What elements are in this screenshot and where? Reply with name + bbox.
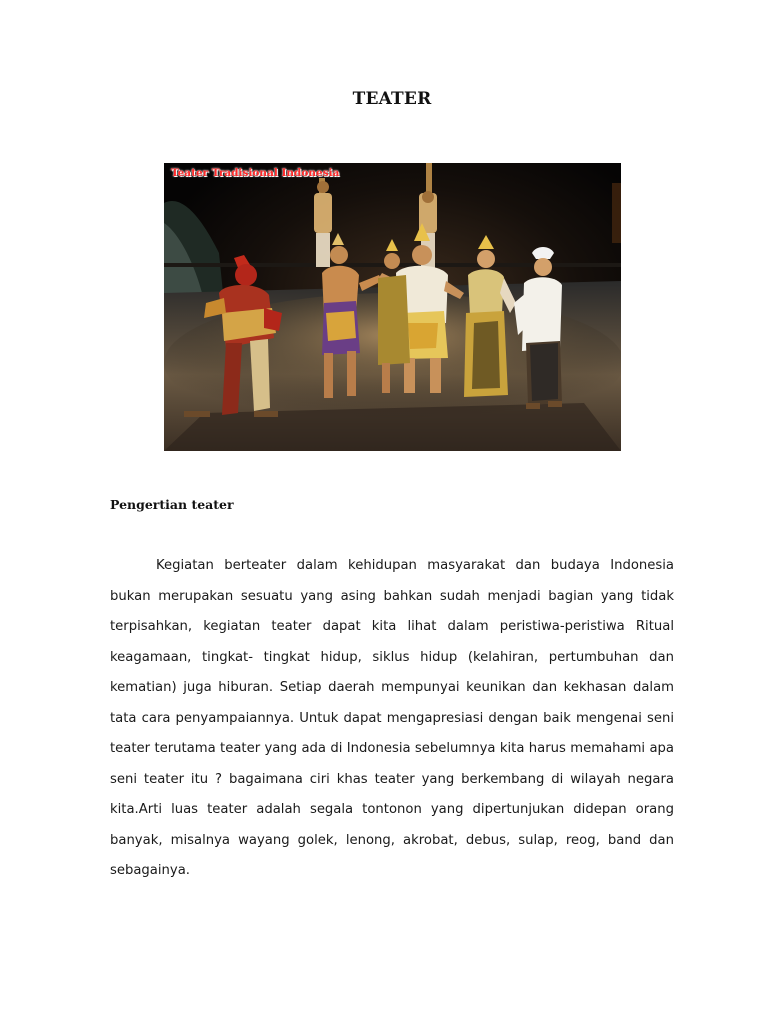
body-paragraph: Kegiatan berteater dalam kehidupan masyarakat dan budaya Indonesia bukan merupakan sesuatu yang asing bahkan sudah menjadi bagian yang tidak terpisahkan, kegiatan teater dapat kita lihat dalam peristiwa-peristiwa Ritual keagamaan, tingkat- tingkat hidup, siklus hidup (kelahiran, pertumbuhan dan kematian) juga hiburan. Setiap daerah mempunyai keunikan dan kekhasan dalam tata cara penyampaiannya. Untuk dapat mengapresiasi dengan baik mengenai seni teater terutama teater yang ada di Indonesia sebelumnya kita harus memahami apa seni teater itu ? bagaimana ciri khas teater yang berkembang di wilayah negara kita.Arti luas teater adalah segala tontonon yang dipertunjukan didepan orang banyak, misalnya wayang golek, lenong, akrobat, debus, sulap, reog, band dan sebagainya. [110, 558, 674, 878]
page-title: TEATER [352, 89, 432, 109]
section-heading: Pengertian teater [110, 497, 234, 512]
photo-caption: Teater Tradisional Indonesia [171, 167, 340, 179]
theater-performance-illustration [164, 163, 621, 451]
theater-photo [164, 163, 621, 451]
